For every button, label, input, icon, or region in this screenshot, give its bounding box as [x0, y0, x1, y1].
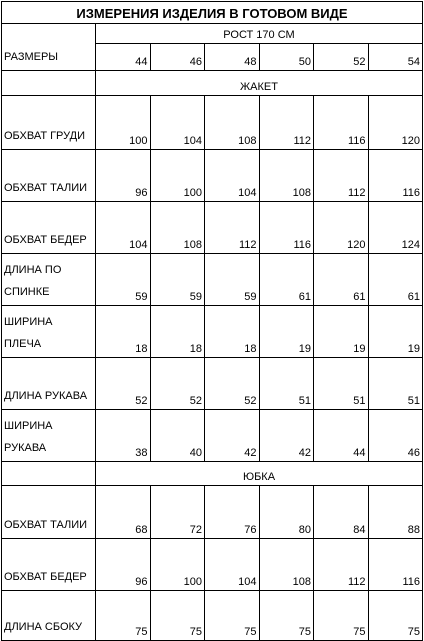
table-row [2, 486, 423, 539]
value-cell: 104 [96, 202, 151, 254]
empty-cell [2, 462, 96, 486]
value-cell: 52 [205, 358, 260, 410]
measure-label-line: ПЛЕЧА [4, 338, 42, 350]
value-cell: 104 [205, 150, 260, 202]
value-cell: 112 [259, 96, 314, 150]
height-row [2, 24, 423, 44]
size-measurements-table [1, 1, 423, 641]
table-row [2, 254, 423, 306]
value-cell: 18 [96, 306, 151, 358]
value-cell: 75 [205, 591, 260, 641]
value-cell: 96 [96, 539, 151, 591]
value-cell: 40 [150, 410, 205, 462]
jacket-section-label: ЖАКЕТ [96, 71, 423, 96]
value-cell: 52 [96, 358, 151, 410]
value-cell: 46 [368, 410, 423, 462]
value-cell: 61 [368, 254, 423, 306]
value-cell: 38 [96, 410, 151, 462]
value-cell: 52 [150, 358, 205, 410]
value-cell: 100 [150, 539, 205, 591]
value-cell: 112 [314, 539, 369, 591]
value-cell: 108 [205, 96, 260, 150]
jacket-section-row [2, 71, 423, 96]
value-cell: 68 [96, 486, 151, 539]
value-cell: 108 [150, 202, 205, 254]
value-cell: 116 [259, 202, 314, 254]
value-cell: 19 [368, 306, 423, 358]
measure-label: ДЛИНА СБОКУ [2, 591, 96, 641]
measure-label [2, 410, 96, 462]
value-cell: 88 [368, 486, 423, 539]
measure-label-line: СПИНКЕ [4, 286, 50, 298]
measure-label-line: ШИРИНА [4, 316, 53, 328]
table-row [2, 150, 423, 202]
value-cell: 19 [259, 306, 314, 358]
table-row [2, 306, 423, 358]
value-cell: 100 [96, 96, 151, 150]
size-cell: 50 [259, 44, 314, 71]
sizes-label: РАЗМЕРЫ [2, 24, 96, 71]
value-cell: 112 [314, 150, 369, 202]
table-row [2, 96, 423, 150]
value-cell: 42 [259, 410, 314, 462]
measure-label: ОБХВАТ БЕДЕР [2, 202, 96, 254]
value-cell: 59 [96, 254, 151, 306]
measure-label-line: РУКАВА [4, 442, 47, 454]
value-cell: 116 [368, 150, 423, 202]
size-cell: 48 [205, 44, 260, 71]
measure-label [2, 306, 96, 358]
size-cell: 44 [96, 44, 151, 71]
table-title: ИЗМЕРЕНИЯ ИЗДЕЛИЯ В ГОТОВОМ ВИДЕ [2, 2, 423, 24]
measure-label: ДЛИНА РУКАВА [2, 358, 96, 410]
value-cell: 112 [205, 202, 260, 254]
measure-label: ОБХВАТ ТАЛИИ [2, 150, 96, 202]
empty-cell [2, 71, 96, 96]
value-cell: 108 [259, 539, 314, 591]
size-cell: 46 [150, 44, 205, 71]
measure-label: ОБХВАТ БЕДЕР [2, 539, 96, 591]
value-cell: 44 [314, 410, 369, 462]
value-cell: 61 [259, 254, 314, 306]
value-cell: 51 [314, 358, 369, 410]
measure-label [2, 254, 96, 306]
value-cell: 42 [205, 410, 260, 462]
value-cell: 108 [259, 150, 314, 202]
title-row [2, 2, 423, 24]
value-cell: 76 [205, 486, 260, 539]
value-cell: 75 [368, 591, 423, 641]
measure-label: ОБХВАТ ГРУДИ [2, 96, 96, 150]
value-cell: 116 [314, 96, 369, 150]
value-cell: 124 [368, 202, 423, 254]
table-row [2, 410, 423, 462]
size-cell: 52 [314, 44, 369, 71]
value-cell: 59 [150, 254, 205, 306]
value-cell: 61 [314, 254, 369, 306]
measure-label: ОБХВАТ ТАЛИИ [2, 486, 96, 539]
value-cell: 75 [259, 591, 314, 641]
value-cell: 18 [205, 306, 260, 358]
skirt-section-label: ЮБКА [96, 462, 423, 486]
value-cell: 120 [368, 96, 423, 150]
size-cell: 54 [368, 44, 423, 71]
value-cell: 51 [259, 358, 314, 410]
value-cell: 75 [150, 591, 205, 641]
value-cell: 51 [368, 358, 423, 410]
value-cell: 116 [368, 539, 423, 591]
value-cell: 80 [259, 486, 314, 539]
value-cell: 18 [150, 306, 205, 358]
value-cell: 59 [205, 254, 260, 306]
measure-label-line: ДЛИНА ПО [4, 264, 62, 276]
height-label: РОСТ 170 СМ [96, 24, 423, 44]
value-cell: 96 [96, 150, 151, 202]
table-row [2, 358, 423, 410]
value-cell: 75 [96, 591, 151, 641]
value-cell: 120 [314, 202, 369, 254]
table-row [2, 591, 423, 641]
value-cell: 100 [150, 150, 205, 202]
skirt-section-row [2, 462, 423, 486]
value-cell: 72 [150, 486, 205, 539]
value-cell: 75 [314, 591, 369, 641]
value-cell: 84 [314, 486, 369, 539]
value-cell: 19 [314, 306, 369, 358]
value-cell: 104 [205, 539, 260, 591]
measure-label-line: ШИРИНА [4, 420, 53, 432]
value-cell: 104 [150, 96, 205, 150]
table-row [2, 539, 423, 591]
table-row [2, 202, 423, 254]
